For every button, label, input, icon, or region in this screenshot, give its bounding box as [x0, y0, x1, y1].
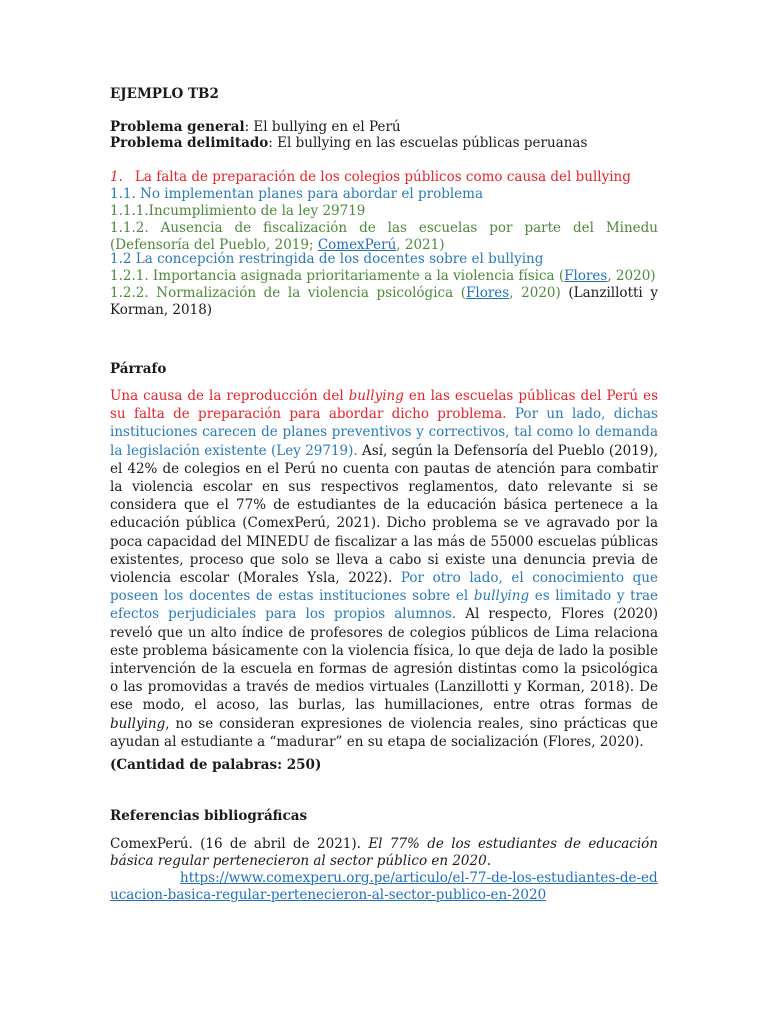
parrafo-heading: Párrafo — [110, 361, 167, 377]
para-s1-a: Una causa de la reproducción del — [110, 388, 349, 404]
outline-item-1-2-1-text: 1.2.1. Importancia asignada prioritariamente a la violencia física ( — [110, 268, 565, 284]
outline-item-1-2-2-citation: (Lanzillotti y Korman, 2018) — [110, 285, 658, 318]
para-s4-b: es limitado y trae efectos perjudiciales para los propios alumnos. — [110, 588, 659, 623]
reference-entry — [110, 836, 658, 904]
flores-link-1[interactable]: Flores — [564, 268, 608, 284]
problema-general-sep: : — [244, 119, 254, 135]
reference-url-link[interactable]: https://www.comexperu.org.pe/articulo/el-77-de-los-estudiantes-de-educacion-basica-regular-pertenecieron-al-sector-publico-en-2020 — [110, 870, 658, 903]
document-title: EJEMPLO TB2 — [110, 86, 219, 102]
problema-delimitado — [110, 135, 658, 152]
references-heading: Referencias bibliográficas — [110, 808, 308, 824]
outline-item-1-text: La falta de preparación de los colegios públicos como causa del bullying — [134, 169, 631, 185]
outline-item-1-2-2-text: 1.2.2. Normalización de la violencia psicológica ( — [110, 285, 467, 301]
outline-item-1-2-2-year: , 2020) — [509, 285, 561, 301]
para-s1-b: en las escuelas públicas del Perú es su falta de preparación para abordar dicho problema. — [110, 388, 658, 423]
problema-general-text: El bullying en el Perú — [253, 119, 401, 135]
problema-delimitado-sep: : — [268, 135, 278, 151]
outline-item-1-2-1-year: , 2020) — [607, 268, 656, 284]
outline-item-1 — [110, 169, 658, 186]
para-s5-a: Al respecto, Flores (2020) reveló que un alto índice de profesores de colegios públicos de Lima relaciona este problema básicamente con la violencia física, lo que deja de lado la posible intervención de la escuela en formas de agresión distintas como la psicológica o las promovidas a través de medios virtuales (Lanzillotti y Korman, 2018). De ese modo, el acoso, las burlas, las humillaciones, entre otras formas de — [110, 606, 658, 714]
flores-link-2[interactable]: Flores — [466, 285, 510, 301]
outline-item-1-2: 1.2 La concepción restringida de los docentes sobre el bullying — [110, 251, 544, 267]
main-paragraph — [110, 387, 658, 751]
problema-delimitado-text: El bullying en las escuelas públicas peruanas — [277, 135, 588, 151]
para-s4-a: Por otro lado, el conocimiento que poseen los docentes de estas instituciones sobre el — [110, 570, 658, 605]
outline-item-1-1-2-year: , 2021) — [396, 237, 445, 253]
para-sentence-3: Así, según la Defensoría del Pueblo (2019), el 42% de colegios en el Perú no cuenta con pautas de atención para combatir la violencia escolar en sus respectivos reglamentos, dato relevante si se considera que el 77% de estudiantes de la educación básica pertenece a la educación pública (ComexPerú, 2021). Dicho problema se ve agravado por la poca capacidad del MINEDU de fiscalizar a las más de 55000 escuelas públicas existentes, proceso que solo se lleva a cabo si existe una denuncia previa de violencia escolar (Morales Ysla, 2022). — [110, 442, 659, 587]
para-s5-b: , no se consideran expresiones de violencia reales, sino prácticas que ayudan al estudiante a “madurar” en su etapa de socialización (Flores, 2020). — [110, 715, 658, 750]
outline-item-1-1-1: 1.1.1.Incumplimiento de la ley 29719 — [110, 203, 366, 219]
outline-item-1-1-2 — [110, 220, 658, 254]
para-s1-italic: bullying — [348, 388, 404, 404]
comexperu-link[interactable]: ComexPerú — [317, 237, 397, 253]
problema-general-label: Problema general — [110, 119, 245, 135]
outline-item-1-2-1 — [110, 268, 658, 285]
outline-item-1-2-2 — [110, 285, 658, 319]
word-count: (Cantidad de palabras: 250) — [110, 757, 322, 773]
para-s4-italic: bullying — [473, 588, 530, 605]
para-sentence-2: Por un lado, dichas instituciones carecen de planes preventivos y correctivos, tal como lo demanda la legislación existente (Ley 29719). — [110, 406, 658, 459]
reference-author: ComexPerú. (16 de abril de 2021). — [110, 836, 369, 852]
problema-general — [110, 119, 658, 136]
outline-item-1-1: 1.1. No implementan planes para abordar el problema — [110, 186, 484, 202]
para-sentence-5 — [110, 606, 658, 749]
problema-delimitado-label: Problema delimitado — [110, 135, 269, 151]
outline-item-1-1-2-text: 1.1.2. Ausencia de fiscalización de las escuelas por parte del Minedu (Defensoría del Pueblo, 2019; — [110, 220, 658, 253]
para-s5-italic: bullying — [110, 715, 166, 732]
reference-title: El 77% de los estudiantes de educación básica regular pertenecieron al sector público en 2020 — [110, 836, 659, 869]
outline-item-1-number: 1. — [110, 169, 123, 185]
reference-period: . — [486, 853, 491, 869]
